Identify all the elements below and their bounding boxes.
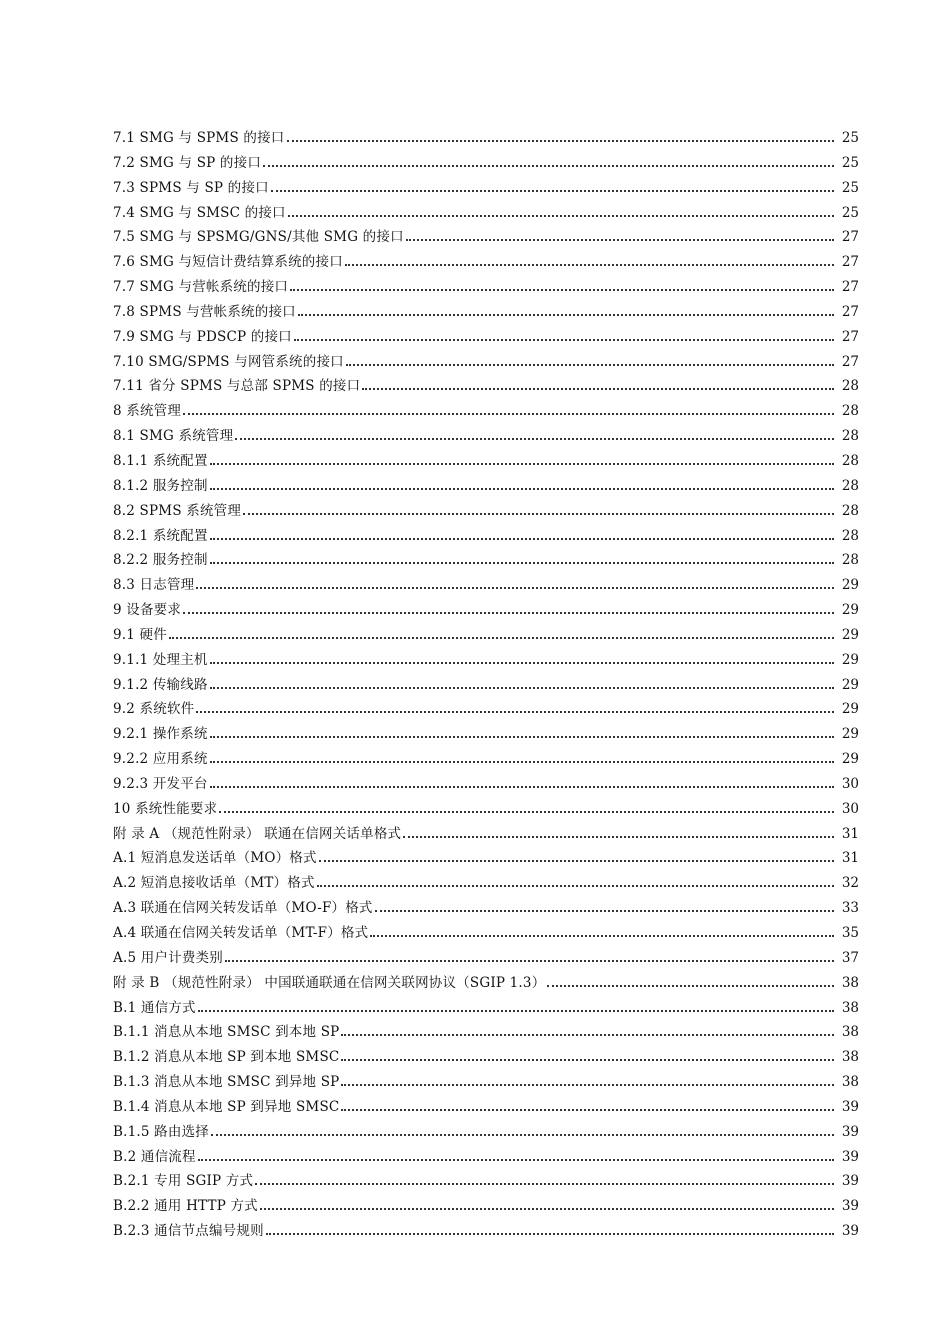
dot-leader: [196, 710, 834, 713]
dot-leader: [198, 1009, 834, 1012]
toc-entry-title: B.2.1 专用 SGIP 方式: [113, 1173, 254, 1190]
toc-entry[interactable]: [113, 1169, 859, 1194]
dot-leader: [294, 338, 834, 341]
toc-entry-page-number: 25: [841, 179, 859, 196]
toc-entry[interactable]: [113, 1095, 859, 1120]
toc-entry[interactable]: [113, 921, 859, 946]
toc-entry-page-number: 29: [841, 676, 859, 693]
toc-entry[interactable]: [113, 896, 859, 921]
toc-entry-title: 9 设备要求: [113, 602, 182, 619]
toc-entry-page-number: 38: [841, 999, 859, 1016]
toc-entry-title: 8.2 SPMS 系统管理: [113, 502, 242, 519]
toc-entry[interactable]: [113, 1219, 859, 1244]
dot-leader: [210, 537, 834, 540]
toc-entry-title: B.2.3 通信节点编号规则: [113, 1223, 264, 1240]
toc-entry-page-number: 28: [841, 378, 859, 395]
toc-entry[interactable]: [113, 250, 859, 275]
toc-entry[interactable]: [113, 946, 859, 971]
toc-entry-title: A.3 联通在信网关转发话单（MO-F）格式: [113, 900, 373, 917]
dot-leader: [211, 1133, 834, 1136]
toc-entry-page-number: 32: [841, 875, 859, 892]
toc-entry-page-number: 35: [841, 925, 859, 941]
toc-entry-page-number: 27: [841, 254, 859, 271]
dot-leader: [210, 735, 834, 738]
toc-entry-title: B.1.3 消息从本地 SMSC 到异地 SP: [113, 1074, 340, 1091]
toc-entry-title: B.2.2 通用 HTTP 方式: [113, 1198, 258, 1215]
toc-entry[interactable]: [113, 1020, 859, 1045]
dot-leader: [210, 462, 834, 465]
toc-entry[interactable]: [113, 449, 859, 474]
toc-entry[interactable]: [113, 275, 859, 300]
toc-entry-page-number: 38: [841, 1074, 859, 1091]
toc-entry[interactable]: [113, 225, 859, 250]
toc-entry[interactable]: [113, 176, 859, 201]
toc-entry-title: 8.2.2 服务控制: [113, 552, 208, 569]
dot-leader: [266, 1232, 834, 1235]
toc-entry[interactable]: [113, 1045, 859, 1070]
dot-leader: [263, 164, 834, 167]
toc-entry-page-number: 28: [841, 502, 859, 519]
dot-leader: [243, 512, 834, 515]
toc-entry-title: 7.7 SMG 与营帐系统的接口: [113, 279, 289, 296]
toc-entry-title: B.1.5 路由选择: [113, 1123, 209, 1140]
toc-entry-title: A.5 用户计费类别: [113, 949, 223, 966]
toc-entry-title: 7.3 SPMS 与 SP 的接口: [113, 179, 269, 196]
toc-entry[interactable]: [113, 300, 859, 325]
toc-entry[interactable]: [113, 1120, 859, 1145]
dot-leader: [317, 884, 834, 887]
toc-entry[interactable]: [113, 1145, 859, 1170]
toc-entry-title: A.4 联通在信网关转发话单（MT-F）格式: [113, 925, 369, 941]
dot-leader: [255, 1182, 834, 1185]
dot-leader: [346, 363, 834, 366]
toc-entry-title: 8.2.1 系统配置: [113, 527, 208, 544]
toc-entry-title: 7.8 SPMS 与营帐系统的接口: [113, 303, 296, 320]
toc-entry-page-number: 29: [841, 577, 859, 594]
toc-entry-page-number: 28: [841, 477, 859, 494]
toc-entry-title: 7.10 SMG/SPMS 与网管系统的接口: [113, 353, 344, 370]
dot-leader: [345, 263, 834, 266]
dot-leader: [341, 1108, 834, 1111]
toc-entry[interactable]: [113, 350, 859, 375]
toc-entry-title: 附 录 B （规范性附录） 中国联通联通在信网关联网协议（SGIP 1.3）: [113, 974, 546, 991]
toc-entry[interactable]: [113, 499, 859, 524]
toc-entry-title: 8.1.2 服务控制: [113, 477, 208, 494]
dot-leader: [319, 859, 834, 862]
dot-leader: [290, 288, 834, 291]
dot-leader: [210, 785, 834, 788]
toc-entry-title: B.1.4 消息从本地 SP 到异地 SMSC: [113, 1098, 340, 1115]
toc-entry-title: 9.2 系统软件: [113, 701, 195, 718]
toc-entry-page-number: 28: [841, 403, 859, 420]
dot-leader: [183, 611, 834, 614]
toc-entry-title: 8.1 SMG 系统管理: [113, 428, 234, 445]
dot-leader: [198, 1158, 834, 1161]
toc-entry[interactable]: [113, 201, 859, 226]
toc-entry-page-number: 39: [841, 1223, 859, 1240]
toc-entry-page-number: 27: [841, 328, 859, 345]
dot-leader: [271, 189, 834, 192]
toc-entry-title: 7.9 SMG 与 PDSCP 的接口: [113, 328, 292, 345]
dot-leader: [288, 214, 834, 217]
toc-entry[interactable]: [113, 673, 859, 698]
toc-entry[interactable]: [113, 524, 859, 549]
toc-entry[interactable]: [113, 971, 859, 996]
toc-entry-title: B.1.1 消息从本地 SMSC 到本地 SP: [113, 1024, 340, 1041]
table-of-contents: [113, 126, 859, 1244]
toc-entry-page-number: 30: [841, 800, 859, 817]
toc-entry[interactable]: [113, 822, 859, 847]
toc-entry[interactable]: [113, 697, 859, 722]
toc-entry[interactable]: [113, 325, 859, 350]
toc-entry-page-number: 29: [841, 726, 859, 743]
toc-entry[interactable]: [113, 747, 859, 772]
toc-entry-page-number: 39: [841, 1148, 859, 1165]
toc-entry[interactable]: [113, 871, 859, 896]
dot-leader: [406, 238, 834, 241]
toc-entry[interactable]: [113, 399, 859, 424]
toc-entry-title: 9.1 硬件: [113, 626, 167, 643]
toc-entry-title: 7.6 SMG 与短信计费结算系统的接口: [113, 254, 343, 271]
toc-entry-page-number: 38: [841, 974, 859, 991]
toc-entry-title: B.1.2 消息从本地 SP 到本地 SMSC: [113, 1049, 340, 1066]
toc-entry-page-number: 27: [841, 229, 859, 246]
toc-entry-title: 8.1.1 系统配置: [113, 452, 208, 469]
toc-entry[interactable]: [113, 151, 859, 176]
toc-entry-page-number: 28: [841, 552, 859, 569]
toc-entry[interactable]: [113, 846, 859, 871]
toc-entry-title: 9.1.2 传输线路: [113, 676, 208, 693]
dot-leader: [196, 586, 834, 589]
toc-entry-title: 9.2.2 应用系统: [113, 751, 208, 768]
toc-entry[interactable]: [113, 1070, 859, 1095]
dot-leader: [210, 561, 834, 564]
toc-entry[interactable]: [113, 722, 859, 747]
toc-entry-page-number: 38: [841, 1024, 859, 1041]
toc-entry-page-number: 29: [841, 626, 859, 643]
toc-entry-title: 7.11 省分 SPMS 与总部 SPMS 的接口: [113, 378, 361, 395]
toc-entry[interactable]: [113, 623, 859, 648]
dot-leader: [210, 686, 834, 689]
dot-leader: [341, 1058, 834, 1061]
toc-entry-title: B.1 通信方式: [113, 999, 196, 1016]
toc-entry[interactable]: [113, 648, 859, 673]
dot-leader: [169, 636, 834, 639]
toc-entry-page-number: 39: [841, 1198, 859, 1215]
dot-leader: [183, 412, 834, 415]
dot-leader: [375, 909, 834, 912]
toc-entry-page-number: 39: [841, 1173, 859, 1190]
toc-entry-page-number: 39: [841, 1098, 859, 1115]
dot-leader: [370, 934, 834, 937]
toc-entry[interactable]: [113, 474, 859, 499]
dot-leader: [210, 760, 834, 763]
toc-entry-page-number: 28: [841, 428, 859, 445]
dot-leader: [210, 661, 834, 664]
toc-entry[interactable]: [113, 424, 859, 449]
toc-entry-title: 9.2.1 操作系统: [113, 726, 208, 743]
toc-entry[interactable]: [113, 374, 859, 399]
toc-entry-page-number: 27: [841, 353, 859, 370]
toc-entry-title: 7.5 SMG 与 SPSMG/GNS/其他 SMG 的接口: [113, 229, 404, 246]
toc-entry-title: 10 系统性能要求: [113, 800, 218, 817]
dot-leader: [235, 437, 834, 440]
dot-leader: [219, 810, 834, 813]
toc-entry-title: A.2 短消息接收话单（MT）格式: [113, 875, 315, 892]
toc-entry-page-number: 28: [841, 452, 859, 469]
toc-entry[interactable]: [113, 797, 859, 822]
toc-entry-page-number: 39: [841, 1123, 859, 1140]
toc-entry[interactable]: [113, 598, 859, 623]
toc-entry[interactable]: [113, 1194, 859, 1219]
toc-entry-page-number: 31: [841, 825, 859, 842]
toc-entry-page-number: 29: [841, 701, 859, 718]
toc-entry-page-number: 33: [841, 900, 859, 917]
toc-entry-title: 附 录 A （规范性附录） 联通在信网关话单格式: [113, 825, 402, 842]
toc-entry-title: 7.4 SMG 与 SMSC 的接口: [113, 204, 286, 221]
dot-leader: [225, 959, 834, 962]
toc-entry-page-number: 29: [841, 651, 859, 668]
dot-leader: [287, 139, 835, 142]
dot-leader: [403, 835, 834, 838]
toc-entry-title: 9.2.3 开发平台: [113, 775, 208, 792]
dot-leader: [547, 984, 834, 987]
toc-entry-title: 7.2 SMG 与 SP 的接口: [113, 154, 262, 171]
toc-entry[interactable]: [113, 772, 859, 797]
toc-entry-page-number: 27: [841, 303, 859, 320]
toc-entry-title: A.1 短消息发送话单（MO）格式: [113, 850, 317, 867]
dot-leader: [260, 1207, 834, 1210]
toc-entry-title: 7.1 SMG 与 SPMS 的接口: [113, 130, 285, 146]
toc-entry-page-number: 27: [841, 279, 859, 296]
toc-entry[interactable]: [113, 548, 859, 573]
toc-entry-page-number: 25: [841, 154, 859, 171]
dot-leader: [341, 1083, 834, 1086]
toc-entry-title: 9.1.1 处理主机: [113, 651, 208, 668]
toc-entry-title: B.2 通信流程: [113, 1148, 196, 1165]
toc-entry-page-number: 31: [841, 850, 859, 867]
dot-leader: [341, 1033, 834, 1036]
toc-entry-page-number: 37: [841, 949, 859, 966]
toc-entry-page-number: 29: [841, 602, 859, 619]
toc-entry-page-number: 38: [841, 1049, 859, 1066]
toc-entry-page-number: 28: [841, 527, 859, 544]
toc-entry[interactable]: [113, 573, 859, 598]
toc-entry[interactable]: [113, 126, 859, 151]
toc-entry-page-number: 25: [841, 204, 859, 221]
dot-leader: [298, 313, 834, 316]
dot-leader: [362, 387, 834, 390]
toc-entry[interactable]: [113, 996, 859, 1021]
dot-leader: [210, 487, 834, 490]
toc-entry-title: 8 系统管理: [113, 403, 182, 420]
toc-entry-page-number: 30: [841, 775, 859, 792]
toc-entry-page-number: 29: [841, 751, 859, 768]
toc-entry-page-number: 25: [841, 130, 859, 146]
toc-entry-title: 8.3 日志管理: [113, 577, 195, 594]
